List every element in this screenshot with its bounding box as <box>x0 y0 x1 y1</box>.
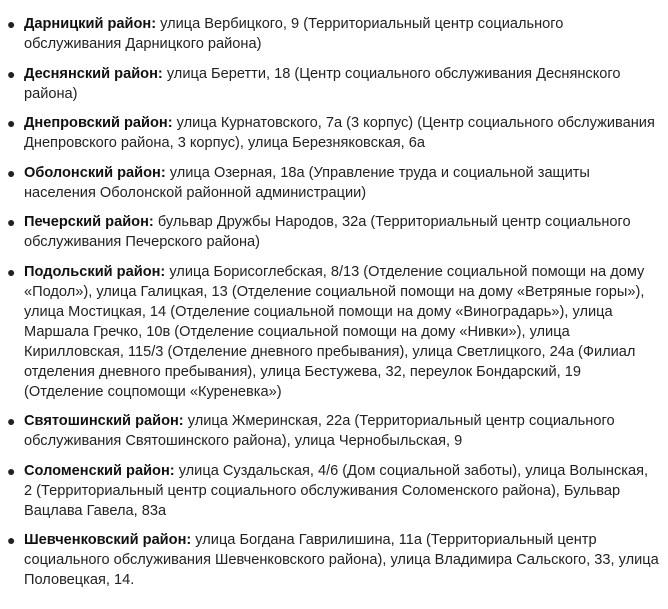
bullet-icon: ● <box>7 65 16 82</box>
bullet-icon: ● <box>7 214 16 230</box>
list-item-pecherskyi <box>7 212 660 252</box>
list-item-podilskyi <box>7 262 660 402</box>
list-item-desnianskyi <box>7 64 660 104</box>
district-address: улица Жмеринская, 22а (Территориальный центр социального обслуживания Святошинского района), улица Чернобыльская, 9 <box>24 413 615 449</box>
bullet-icon: ● <box>7 115 16 131</box>
bullet-icon: ● <box>7 413 16 429</box>
district-name: Дарницкий район: <box>24 16 157 32</box>
district-address: улица Курнатовского, 7а (3 корпус) (Центр социального обслуживания Днепровского района, 3 корпус), улица Березняковская, 6а <box>24 115 655 151</box>
district-name: Деснянский район: <box>24 65 163 82</box>
district-name: Шевченковский район: <box>24 532 192 548</box>
list-item-darnytskyi <box>7 14 660 54</box>
district-name: Святошинский район: <box>24 413 184 429</box>
bullet-icon: ● <box>7 532 16 548</box>
district-address: улица Озерная, 18а (Управление труда и социальной защиты населения Оболонской районной администрации) <box>24 164 590 201</box>
list-item-solomianskyi <box>7 461 660 521</box>
district-name: Днепровский район: <box>24 115 173 131</box>
bullet-icon: ● <box>7 462 16 479</box>
district-name: Оболонский район: <box>24 164 166 181</box>
list-item-shevchenkivskyi <box>7 530 660 590</box>
district-address: улица Суздальская, 4/6 (Дом социальной заботы), улица Волынская, 2 (Территориальный центр социального обслуживания Соломенского района), Бульвар Вацлава Гавела, 83а <box>24 462 649 519</box>
district-name: Печерский район: <box>24 214 154 230</box>
list-item-obolonskyi <box>7 163 660 203</box>
district-address: улица Богдана Гаврилишина, 11а (Территориальный центр социального обслуживания Шевченковского района), улица Владимира Сальского, 33, улица Половецкая, 14. <box>24 532 659 588</box>
district-address: бульвар Дружбы Народов, 32а (Территориальный центр социального обслуживания Печерского района) <box>24 214 631 250</box>
bullet-icon: ● <box>7 263 16 280</box>
district-name: Подольский район: <box>24 263 166 280</box>
list-item-dniprovskyi <box>7 113 660 153</box>
district-name: Соломенский район: <box>24 462 175 479</box>
bullet-icon: ● <box>7 16 16 32</box>
district-address: улица Борисоглебская, 8/13 (Отделение социальной помощи на дому «Подол»), улица Галицкая, 13 (Отделение социальной помощи на дому «Ветряные горы»), улица Мостицкая, 14 (Отделение социальной помощи на дому «Виноградарь»), улица Маршала Гречко, 10в (Отделение социальной помощи на дому «Нивки»), улица Кирилловская, 115/3 (Отделение дневного пребывания), улица Светлицкого, 24а (Филиал отделения дневного пребывания), улица Бестужева, 32, переулок Бондарский, 19 (Отделение соцпомощи «Куреневка») <box>24 263 645 400</box>
district-address: улица Вербицкого, 9 (Территориальный центр социального обслуживания Дарницкого района) <box>24 16 564 52</box>
bullet-icon: ● <box>7 164 16 181</box>
district-address: улица Беретти, 18 (Центр социального обслуживания Деснянского района) <box>24 65 621 102</box>
list-item-sviatoshynskyi <box>7 411 660 451</box>
